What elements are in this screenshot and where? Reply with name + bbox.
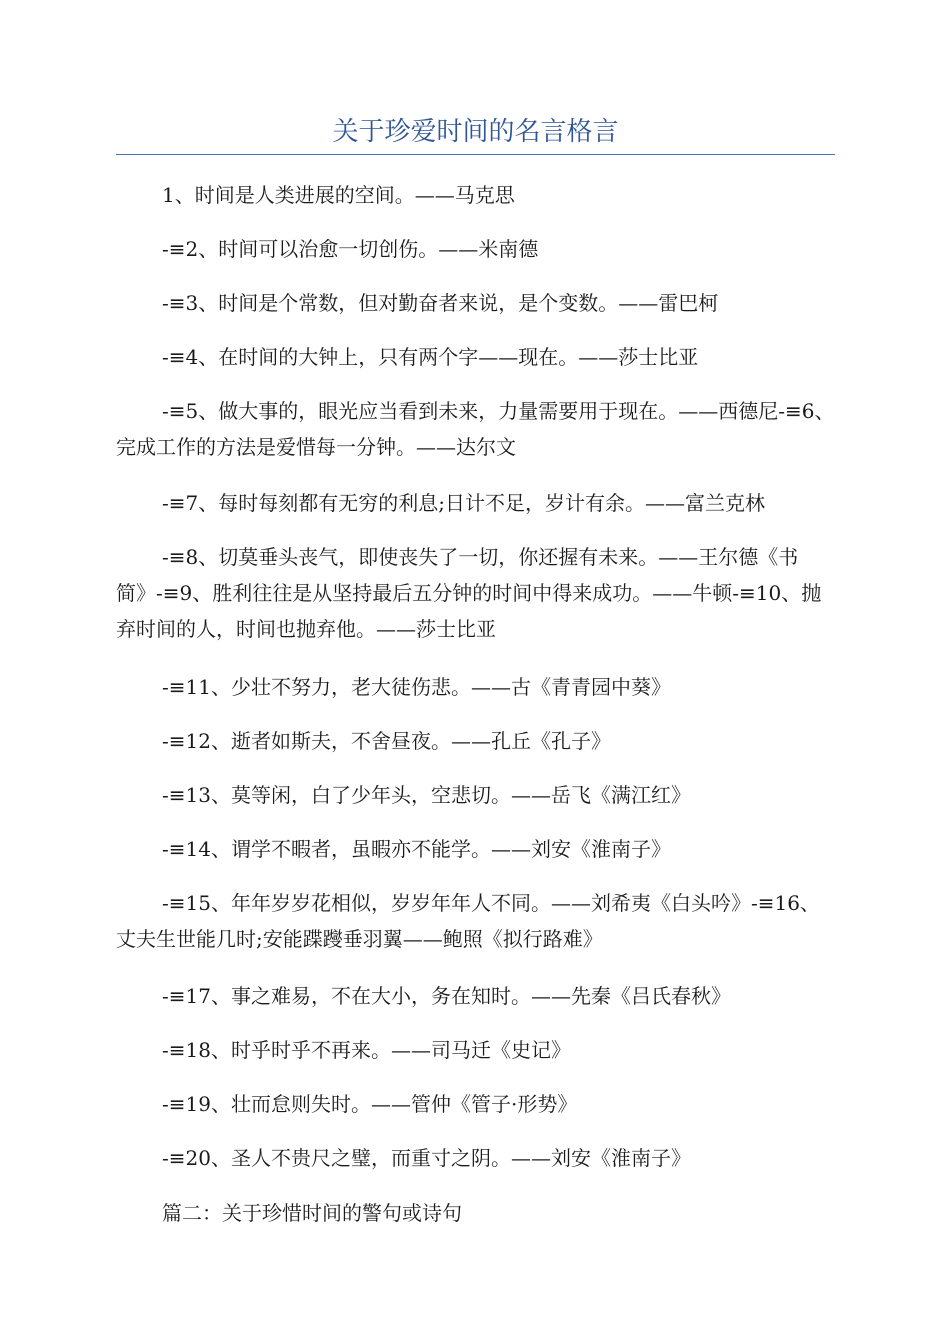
quote-paragraph: -≡5、做大事的，眼光应当看到未来，力量需要用于现在。——西德尼-≡6、完成工作的方法是爱惜每一分钟。——达尔文 xyxy=(116,399,835,459)
quote-paragraph: -≡17、事之难易，不在大小，务在知时。——先秦《吕氏春秋》 xyxy=(162,984,731,1008)
quote-paragraph: -≡19、壮而怠则失时。——管仲《管子·形势》 xyxy=(162,1092,578,1116)
quote-paragraph: -≡11、少壮不努力，老大徒伤悲。——古《青青园中葵》 xyxy=(162,675,671,699)
quote-paragraph: -≡20、圣人不贵尺之璧，而重寸之阴。——刘安《淮南子》 xyxy=(162,1146,691,1170)
quote-paragraph: -≡2、时间可以治愈一切创伤。——米南德 xyxy=(162,237,539,261)
title-underline xyxy=(116,154,835,155)
quote-paragraph: -≡18、时乎时乎不再来。——司马迁《史记》 xyxy=(162,1038,571,1062)
quote-paragraph: 1、时间是人类进展的空间。——马克思 xyxy=(162,183,515,207)
document-title: 关于珍爱时间的名言格言 xyxy=(332,117,619,147)
quote-paragraph: -≡8、切莫垂头丧气，即使丧失了一切，你还握有未来。——王尔德《书简》-≡9、胜利往往是从坚持最后五分钟的时间中得来成功。——牛顿-≡10、抛弃时间的人，时间也抛弃他。——莎士比亚 xyxy=(116,545,822,641)
quote-paragraph: -≡15、年年岁岁花相似，岁岁年年人不同。——刘希夷《白头吟》-≡16、丈夫生世能几时;安能蹀躞垂羽翼——鲍照《拟行路难》 xyxy=(116,891,820,951)
quote-paragraph: -≡4、在时间的大钟上，只有两个字——现在。——莎士比亚 xyxy=(162,345,699,369)
section-heading: 篇二：关于珍惜时间的警句或诗句 xyxy=(162,1201,462,1225)
quote-paragraph: -≡13、莫等闲，白了少年头，空悲切。——岳飞《满江红》 xyxy=(162,783,691,807)
quote-paragraph: -≡3、时间是个常数，但对勤奋者来说，是个变数。——雷巴柯 xyxy=(162,291,719,315)
quote-paragraph: -≡12、逝者如斯夫，不舍昼夜。——孔丘《孔子》 xyxy=(162,729,611,753)
quote-paragraph: -≡14、谓学不暇者，虽暇亦不能学。——刘安《淮南子》 xyxy=(162,837,671,861)
quote-paragraph: -≡7、每时每刻都有无穷的利息;日计不足，岁计有余。——富兰克林 xyxy=(162,491,765,515)
